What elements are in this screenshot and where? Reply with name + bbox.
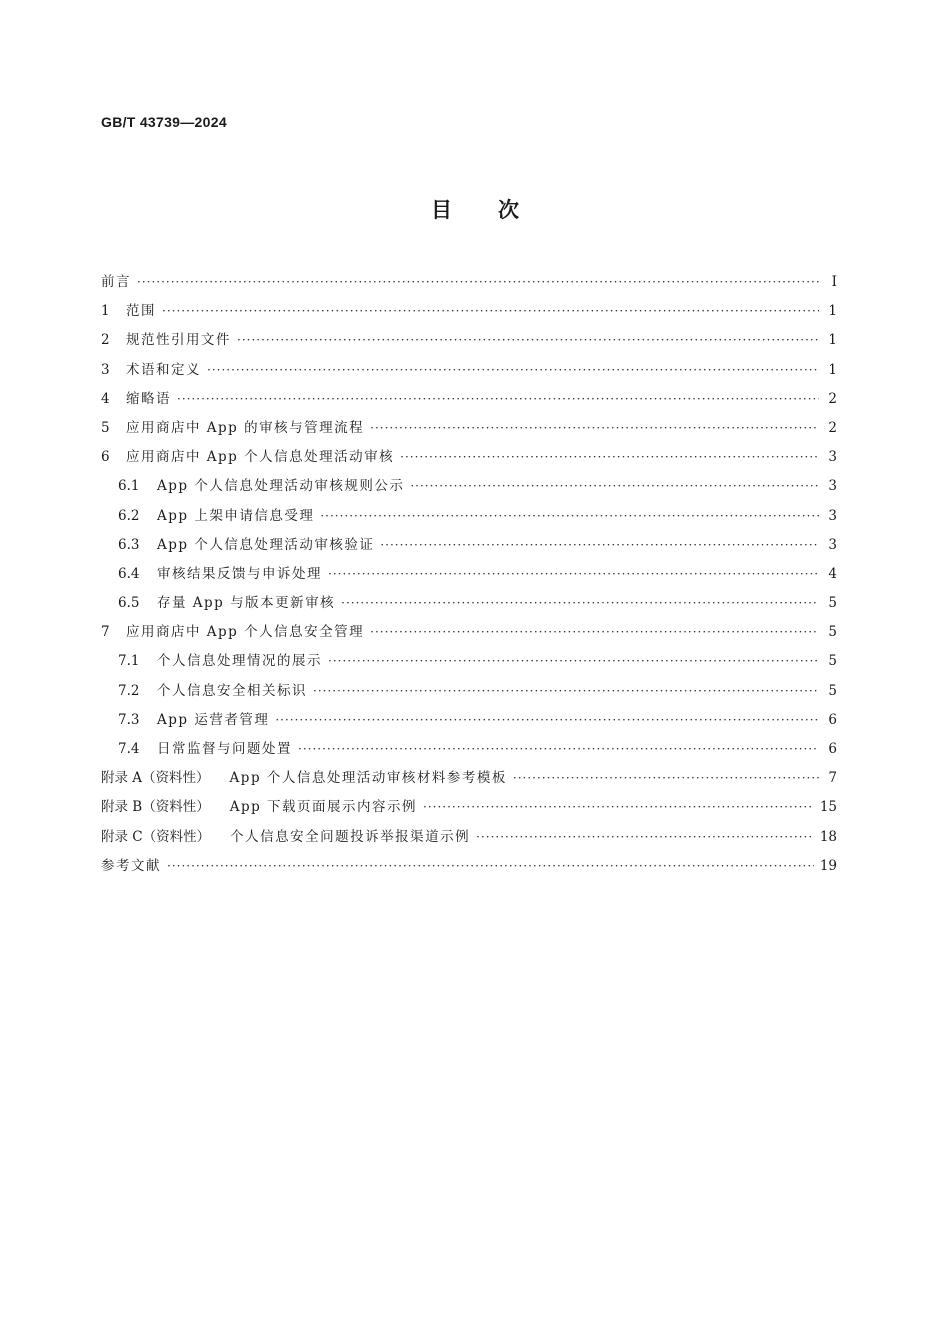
toc-entry-number: 6.1 — [118, 478, 140, 495]
toc-entry-number: 7 — [101, 624, 110, 641]
toc-entry-foreword[interactable] — [101, 270, 837, 299]
toc-leader-dots — [320, 509, 819, 523]
toc-entry-label: App 个人信息处理活动审核材料参考模板 — [229, 770, 507, 787]
toc-entry-references[interactable] — [101, 854, 837, 883]
toc-entry-1[interactable] — [101, 299, 837, 328]
page-title: 目次 — [431, 198, 565, 222]
toc-leader-dots — [400, 450, 819, 464]
toc-entry-page: 2 — [828, 390, 837, 407]
toc-entry-page: 18 — [819, 828, 837, 845]
toc-entry-number: 6.4 — [118, 565, 140, 582]
toc-leader-dots — [380, 538, 819, 552]
toc-entry-page: 5 — [828, 653, 837, 670]
toc-leader-dots — [313, 684, 819, 698]
toc-leader-dots — [370, 625, 819, 639]
toc-entry-page: 5 — [828, 624, 837, 641]
toc-entry-number: 6.3 — [118, 536, 140, 553]
toc-entry-page: 19 — [819, 857, 837, 874]
toc-entry-number: 7.3 — [118, 711, 140, 728]
toc-entry-number: 6.2 — [118, 507, 140, 524]
toc-entry-page: Ⅰ — [831, 274, 837, 290]
toc-entry-label: 日常监督与问题处置 — [157, 741, 292, 757]
toc-entry-prefix: 附录 C（资料性） — [101, 828, 211, 845]
toc-entry-label: App 运营者管理 — [157, 711, 270, 728]
toc-entry-label: 应用商店中 App 个人信息处理活动审核 — [126, 449, 395, 466]
toc-entry-7[interactable] — [101, 620, 837, 649]
toc-leader-dots — [275, 713, 819, 727]
toc-entry-label: App 个人信息处理活动审核规则公示 — [157, 478, 405, 495]
toc-entry-page: 6 — [828, 711, 837, 728]
toc-entry-label: 个人信息安全相关标识 — [157, 682, 307, 699]
toc-entry-label: 缩略语 — [126, 390, 171, 407]
toc-entry-label: 存量 App 与版本更新审核 — [157, 595, 336, 612]
toc-entry-number: 1 — [101, 303, 110, 320]
toc-leader-dots — [328, 567, 819, 581]
toc-entry-page: 15 — [819, 799, 837, 816]
toc-entry-label: App 下载页面展示内容示例 — [229, 799, 418, 816]
toc-entry-label: 术语和定义 — [126, 361, 201, 378]
toc-entry-3[interactable] — [101, 358, 837, 387]
toc-entry-label: 个人信息处理情况的展示 — [157, 653, 322, 670]
toc-entry-number: 7.1 — [118, 653, 140, 670]
toc-leader-dots — [177, 392, 819, 406]
toc-entry-7-2[interactable] — [101, 679, 837, 708]
table-of-contents — [101, 270, 837, 883]
toc-entry-6-2[interactable] — [101, 504, 837, 533]
toc-entry-prefix: 附录 A（资料性） — [101, 770, 210, 787]
toc-entry-number: 6 — [101, 449, 110, 466]
toc-entry-number: 7.4 — [118, 741, 140, 757]
toc-leader-dots — [370, 421, 819, 435]
toc-entry-label: 个人信息安全问题投诉举报渠道示例 — [230, 828, 471, 845]
toc-entry-page: 3 — [828, 507, 837, 524]
toc-entry-label: 审核结果反馈与申诉处理 — [157, 565, 322, 582]
toc-leader-dots — [410, 479, 819, 493]
toc-entry-label: 前言 — [101, 274, 131, 290]
toc-leader-dots — [298, 742, 819, 756]
toc-leader-dots — [207, 363, 819, 377]
toc-entry-page: 2 — [828, 419, 837, 436]
toc-entry-number: 7.2 — [118, 682, 140, 699]
toc-entry-page: 7 — [828, 770, 837, 787]
toc-entry-page: 3 — [828, 449, 837, 466]
toc-leader-dots — [423, 800, 814, 814]
toc-entry-label: 应用商店中 App 的审核与管理流程 — [126, 419, 365, 436]
toc-entry-prefix: 附录 B（资料性） — [101, 799, 210, 816]
toc-entry-7-3[interactable] — [101, 708, 837, 737]
toc-leader-dots — [328, 654, 819, 668]
toc-entry-label: 规范性引用文件 — [126, 332, 231, 349]
toc-entry-6-1[interactable] — [101, 474, 837, 503]
toc-entry-6[interactable] — [101, 445, 837, 474]
toc-entry-page: 3 — [828, 536, 837, 553]
toc-entry-page: 3 — [828, 478, 837, 495]
toc-leader-dots — [237, 333, 819, 347]
toc-leader-dots — [167, 859, 814, 873]
toc-entry-6-4[interactable] — [101, 562, 837, 591]
toc-entry-page: 6 — [828, 741, 837, 757]
toc-entry-label: App 个人信息处理活动审核验证 — [157, 536, 375, 553]
toc-entry-label: 应用商店中 App 个人信息安全管理 — [126, 624, 365, 641]
toc-entry-4[interactable] — [101, 387, 837, 416]
toc-entry-label: App 上架申请信息受理 — [157, 507, 315, 524]
toc-entry-6-3[interactable] — [101, 533, 837, 562]
toc-entry-page: 1 — [828, 303, 837, 320]
toc-leader-dots — [341, 596, 819, 610]
toc-entry-appendix-a[interactable] — [101, 766, 837, 795]
toc-entry-page: 1 — [828, 361, 837, 378]
toc-entry-page: 5 — [828, 682, 837, 699]
toc-entry-6-5[interactable] — [101, 591, 837, 620]
toc-leader-dots — [513, 771, 819, 785]
toc-entry-appendix-b[interactable] — [101, 795, 837, 824]
toc-entry-label: 参考文献 — [101, 857, 161, 874]
toc-entry-7-4[interactable] — [101, 737, 837, 766]
toc-entry-number: 2 — [101, 332, 110, 349]
toc-entry-number: 4 — [101, 390, 110, 407]
toc-leader-dots — [476, 830, 814, 844]
toc-entry-number: 5 — [101, 419, 110, 436]
toc-entry-number: 6.5 — [118, 595, 140, 612]
toc-entry-number: 3 — [101, 361, 110, 378]
toc-leader-dots — [162, 304, 819, 318]
toc-entry-2[interactable] — [101, 328, 837, 357]
toc-entry-appendix-c[interactable] — [101, 825, 837, 854]
toc-entry-page: 5 — [828, 595, 837, 612]
toc-entry-page: 1 — [828, 332, 837, 349]
toc-leader-dots — [137, 275, 819, 289]
toc-entry-page: 4 — [828, 565, 837, 582]
toc-entry-7-1[interactable] — [101, 649, 837, 678]
document-code: GB/T 43739—2024 — [101, 114, 227, 130]
toc-entry-5[interactable] — [101, 416, 837, 445]
toc-entry-label: 范围 — [126, 303, 156, 320]
